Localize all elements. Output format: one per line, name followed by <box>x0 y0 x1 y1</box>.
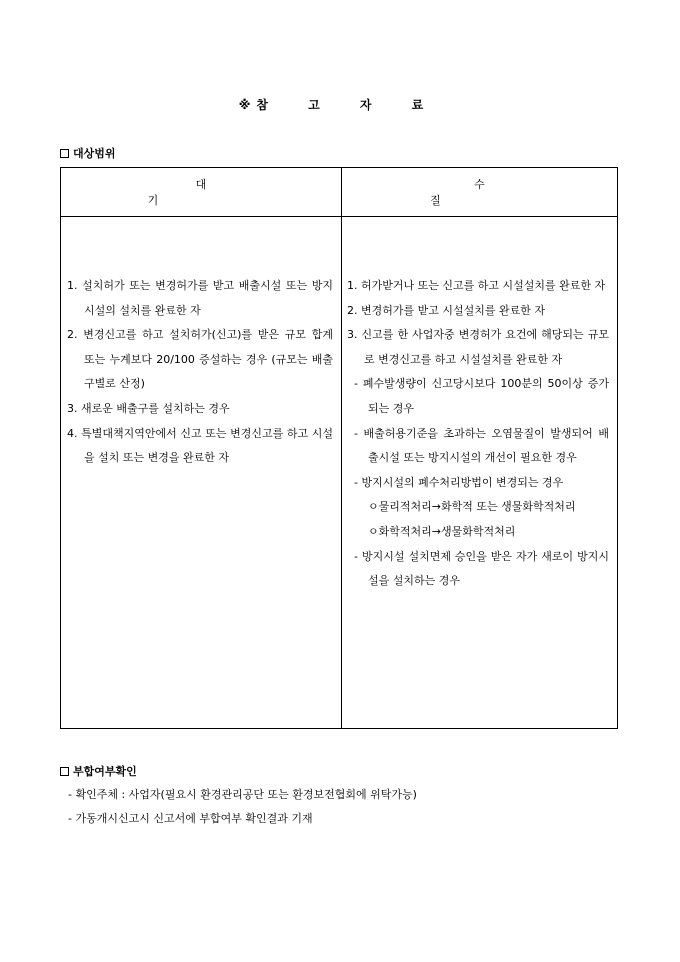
air-item-4: 4. 특별대책지역안에서 신고 또는 변경신고를 하고 시설을 설치 또는 변경을 완료한 자 <box>67 426 333 465</box>
checkbox-square-icon <box>60 149 69 158</box>
water-sub-2: - 배출허용기준을 초과하는 오염물질이 발생되어 배출시설 또는 방지시설의 개선이 필요한 경우 <box>354 426 609 465</box>
header-water <box>342 168 618 217</box>
section-target-scope <box>60 145 116 161</box>
air-item-2: 2. 변경신고를 하고 설치허가(신고)를 받은 규모 합계 또는 누계보다 20/100 증설하는 경우 (규모는 배출구별로 산정) <box>67 328 333 391</box>
air-cell <box>61 217 342 729</box>
bullet-item: - 가동개시신고시 신고서에 부합여부 확인결과 기재 <box>68 812 313 825</box>
section-compliance-check-label: 부합여부확인 <box>73 765 137 778</box>
air-item-3: 3. 새로운 배출구를 설치하는 경우 <box>67 401 230 415</box>
scope-table <box>60 167 618 729</box>
table-header-row <box>61 168 618 217</box>
header-air <box>61 168 342 217</box>
water-item-3: 3. 신고를 한 사업자중 변경허가 요건에 해당되는 규모로 변경신고를 하고 시설설치를 완료한 자 <box>347 328 609 366</box>
checkbox-square-icon <box>60 767 69 776</box>
water-circ-1: ㅇ물리적처리→화학적 또는 생물화학적처리 <box>368 500 576 514</box>
water-sub-1: - 폐수발생량이 신고당시보다 100분의 50이상 증가되는 경우 <box>354 377 609 415</box>
compliance-bullets <box>68 783 417 831</box>
water-item-1: 1. 허가받거나 또는 신고를 하고 시설설치를 완료한 자 <box>347 279 606 292</box>
header-air-label: 대 기 <box>147 178 303 207</box>
document-title <box>0 96 680 113</box>
reference-mark: ※ <box>238 98 257 112</box>
water-cell <box>342 217 618 729</box>
bullet-item: - 확인주체 : 사업자(필요시 환경관리공단 또는 환경보전협회에 위탁가능) <box>68 788 417 801</box>
water-sub-4: - 방지시설 설치면제 승인을 받은 자가 새로이 방지시설을 설치하는 경우 <box>354 549 609 588</box>
header-water-label: 수 질 <box>430 178 573 207</box>
water-circ-2: ㅇ화학적처리→생물화학적처리 <box>368 524 516 538</box>
section-target-scope-label: 대상범위 <box>73 147 116 160</box>
air-item-1: 1. 설치허가 또는 변경허가를 받고 배출시설 또는 방지시설의 설치를 완료한 자 <box>67 279 333 317</box>
title-text: 참 고 자 료 <box>256 98 442 112</box>
water-item-2: 2. 변경허가를 받고 시설설치를 완료한 자 <box>347 303 545 317</box>
section-compliance-check <box>60 763 137 779</box>
water-sub-3: - 방지시설의 폐수처리방법이 변경되는 경우 <box>354 475 564 489</box>
table-body-row <box>61 217 618 729</box>
